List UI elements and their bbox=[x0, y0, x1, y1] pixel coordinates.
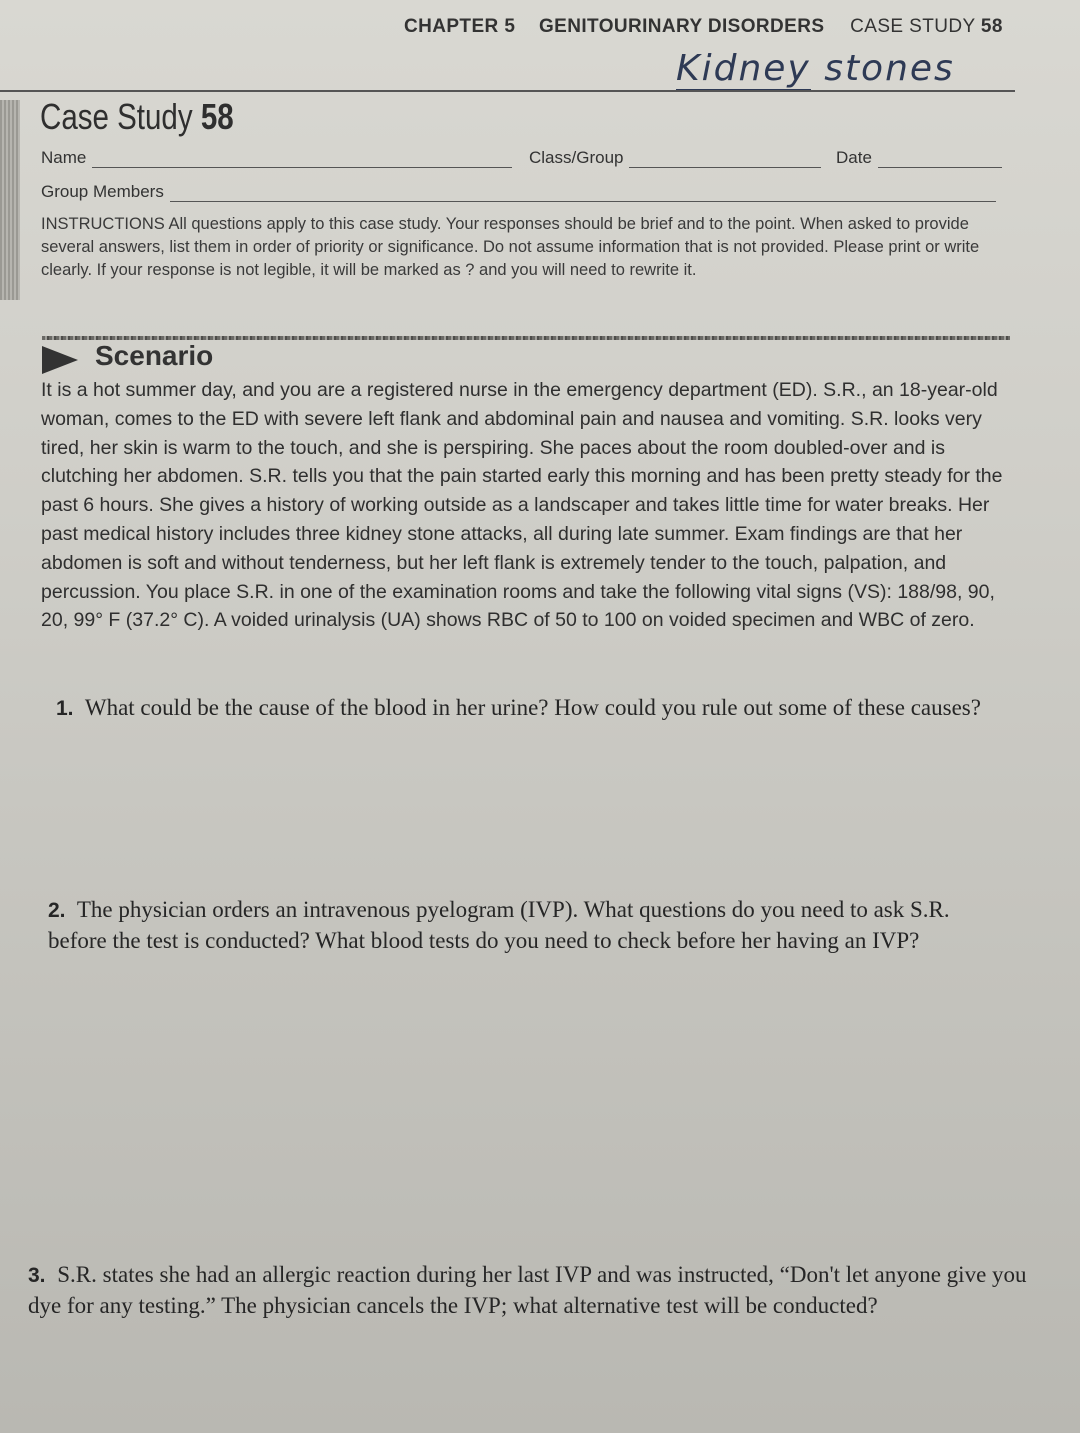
question-text: The physician orders an intravenous pyelogram (IVP). What questions do you need to ask S.R. before the test is conducted? What blood tests do you need to check before her having an IVP? bbox=[48, 897, 950, 953]
question-3 bbox=[28, 1260, 1038, 1321]
running-header bbox=[404, 16, 1003, 38]
handwritten-word: Kidney bbox=[676, 48, 811, 89]
date-label: Date bbox=[836, 148, 872, 167]
instructions-text: All questions apply to this case study. Your responses should be brief and to the point. When asked to provide several answers, list them in order of priority or significance. Do not assume information that is not provided. Please print or write clearly. If your response is not legible, it will be marked as ? and you will need to rewrite it. bbox=[41, 215, 980, 279]
question-number: 1. bbox=[56, 697, 74, 720]
question-2 bbox=[48, 895, 998, 956]
instructions-label: INSTRUCTIONS bbox=[41, 215, 165, 233]
class-group-field[interactable] bbox=[529, 148, 827, 168]
triangle-arrow-icon bbox=[42, 346, 78, 374]
name-field[interactable] bbox=[41, 148, 518, 168]
date-field[interactable] bbox=[836, 148, 1008, 168]
question-number: 3. bbox=[28, 1264, 46, 1287]
question-text: S.R. states she had an allergic reaction during her last IVP and was instructed, “Don't let anyone give you dye for any testing.” The physician cancels the IVP; what alternative test will be conducted? bbox=[28, 1262, 1027, 1318]
section-label: GENITOURINARY DISORDERS bbox=[538, 16, 825, 37]
page-edge-tab bbox=[0, 100, 20, 300]
group-members-field[interactable] bbox=[41, 182, 1002, 202]
scenario-text: It is a hot summer day, and you are a registered nurse in the emergency department (ED). S.R., an 18-year-old woman, comes to the ED with severe left flank and abdominal pain and nausea and vomiting. S.R. looks very tired, her skin is warm to the touch, and she is perspiring. She paces about the room doubled-over and is clutching her abdomen. S.R. tells you that the pain started early this morning and has been pretty steady for the past 6 hours. She gives a history of working outside as a landscaper and takes little time for water breaks. Her past medical history includes three kidney stone attacks, all during late summer. Exam findings are that her abdomen is soft and without tenderness, but her left flank is extremely tender to the touch, palpation, and percussion. You place S.R. in one of the examination rooms and take the following vital signs (VS): 188/98, 90, 20, 99° F (37.2° C). A voided urinalysis (UA) shows RBC of 50 to 100 on voided specimen and WBC of zero. bbox=[41, 379, 1003, 632]
case-study-label: CASE STUDY 58 bbox=[850, 16, 1003, 37]
group-members-line[interactable] bbox=[170, 187, 996, 202]
question-1 bbox=[56, 693, 981, 724]
handwritten-note bbox=[676, 48, 955, 89]
class-group-line[interactable] bbox=[629, 153, 821, 168]
group-members-label: Group Members bbox=[41, 182, 164, 201]
instructions-block bbox=[41, 213, 1011, 282]
handwritten-word: stones bbox=[824, 48, 955, 89]
date-line[interactable] bbox=[878, 153, 1002, 168]
scenario-heading: Scenario bbox=[95, 340, 214, 371]
header-rule bbox=[0, 90, 1015, 92]
question-text: What could be the cause of the blood in her urine? How could you rule out some of these causes? bbox=[84, 695, 981, 720]
name-label: Name bbox=[41, 148, 87, 167]
case-study-title: Case Study 58 bbox=[40, 96, 234, 137]
chapter-label: CHAPTER 5 bbox=[404, 16, 516, 37]
name-line[interactable] bbox=[92, 153, 512, 168]
class-group-label: Class/Group bbox=[529, 148, 624, 167]
question-number: 2. bbox=[48, 899, 66, 922]
